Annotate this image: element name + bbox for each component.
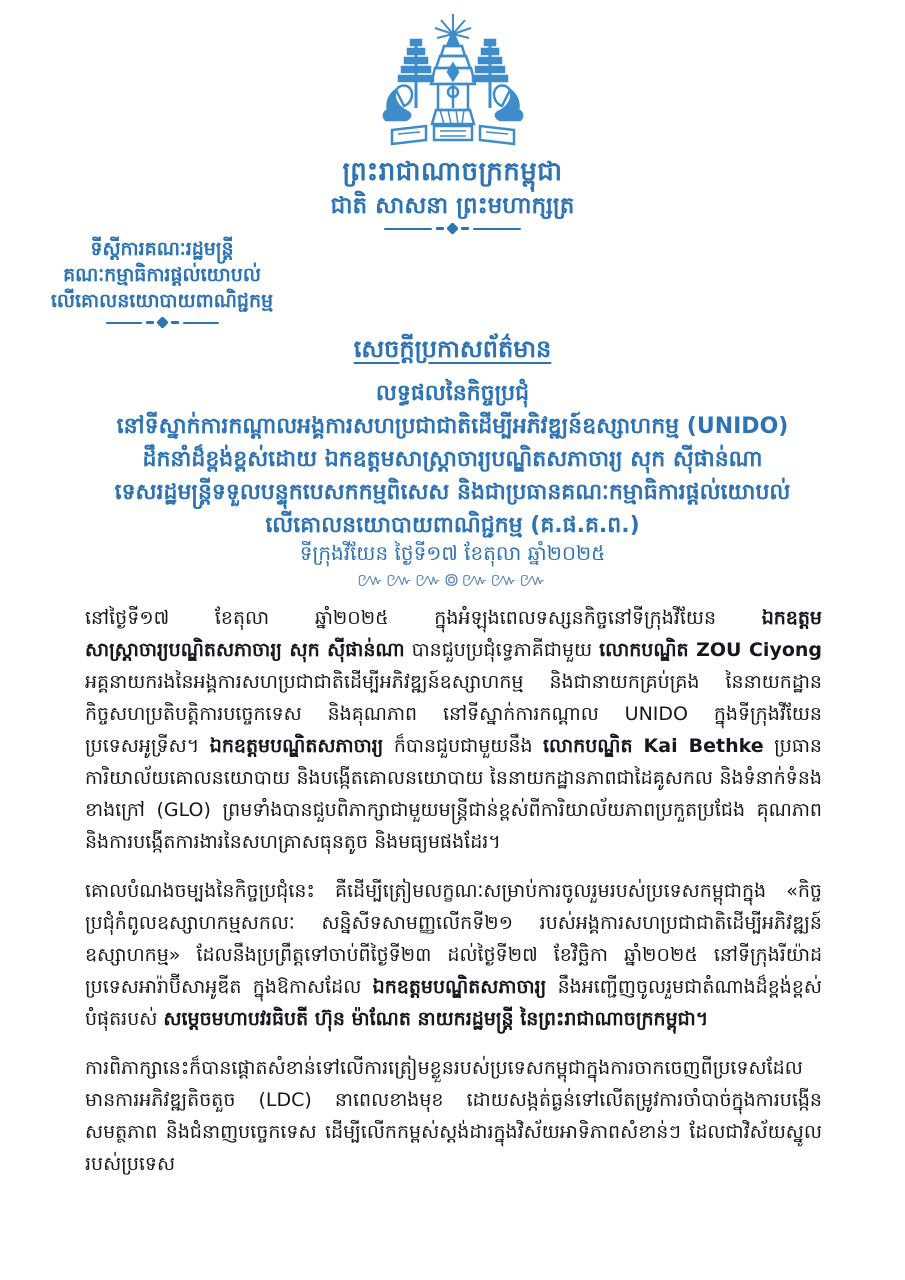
divider-line (106, 322, 142, 324)
subject-heading-block (40, 378, 865, 543)
text-run: ការពិភាក្សានេះក៏បានផ្តោតសំខាន់ទៅលើការត្រៀមខ្លួនរបស់ប្រទេសកម្ពុជាក្នុងការចាកចេញពីប្រទេសដែលមានការអភិវឌ្ឍតិចតួច (LDC) នាពេលខាងមុខ ដោយសង្កត់ធ្ងន់ទៅលើតម្រូវការចាំបាច់ក្នុងការបង្កើនសមត្ថភាព និងជំនាញបច្ចេកទេស ដើម្បីលើកកម្ពស់ស្តង់ដារក្នុងវិស័យអាទិភាពសំខាន់ៗ ដែលជាវិស័យស្នូលរបស់ប្រទេស (85, 1057, 822, 1175)
subject-heading-line: លើគោលនយោបាយពាណិជ្ជកម្ម (គ.ផ.គ.ព.) (265, 513, 640, 538)
ornamental-flourish: ៚៚៚៙៚៚៚ (356, 569, 549, 591)
royal-arms-icon (378, 12, 528, 152)
bold-text-run: ឯកឧត្តមបណ្ឌិតសភាចារ្យ (209, 735, 384, 757)
letterhead-line: ទីស្តីការគណៈរដ្ឋមន្ត្រី (90, 238, 234, 260)
subject-heading-line: លទ្ធផលនៃកិច្ចប្រជុំ (375, 381, 530, 406)
bold-text-run: លោកបណ្ឌិត ZOU Ciyong (599, 639, 823, 661)
document-title-text: សេចក្តីប្រកាសព័ត៌មាន (353, 335, 552, 363)
text-run: ក៏បានជួបជាមួយនឹង (383, 735, 543, 757)
divider-tick (461, 227, 469, 230)
letterhead-office-block (22, 236, 302, 314)
text-run: បានជួបប្រជុំទ្វេភាគីជាមួយ (404, 639, 600, 661)
divider-gem-icon (446, 222, 459, 235)
document-title (0, 334, 905, 369)
text-run: នឹងអញ្ជើញចូលរួមជាតំណាងដ៏ខ្ពង់ខ្ពស់បំផុតរបស់ (85, 976, 822, 1030)
subject-heading-line: ទេសរដ្ឋមន្ត្រីទទួលបន្ទុកបេសកកម្មពិសេស និងជាប្រធានគណៈកម្មាធិការផ្តល់យោបល់ (114, 480, 791, 505)
body-text-block (85, 602, 822, 1197)
letterhead-ornamental-divider (22, 318, 302, 327)
divider-gem-icon (156, 316, 169, 329)
national-motto: ជាតិ សាសនា ព្រះមហាក្សត្រ (330, 193, 575, 219)
divider-tick (436, 227, 444, 230)
text-run: អគ្គនាយករងនៃអង្គការសហប្រជាជាតិដើម្បីអភិវឌ្ឍន៍ឧស្សាហកម្ម និងជានាយកគ្រប់គ្រង នៃនាយកដ្ឋានកិច្ចសហប្រតិបត្តិការបច្ចេកទេស និងគុណភាព នៅទីស្នាក់ការកណ្តាល UNIDO ក្នុងទីក្រុងវីយែន ប្រទេសអូទ្រីស។ (85, 671, 822, 757)
body-paragraph (85, 1052, 822, 1180)
text-run: នៅថ្ងៃទី១៧ ខែតុលា ឆ្នាំ២០២៥ ក្នុងអំឡុងពេលទស្សនកិច្ចនៅទីក្រុងវីយែន (85, 607, 762, 629)
subject-heading-line: ដឹកនាំដ៏ខ្ពង់ខ្ពស់ដោយ ឯកឧត្តមសាស្ត្រាចារ្យបណ្ឌិតសភាចារ្យ សុក ស៊ីផាន់ណា (142, 447, 763, 472)
place-and-date-line: ទីក្រុងវីយែន ថ្ងៃទី១៧ ខែតុលា ឆ្នាំ២០២៥ (299, 541, 606, 565)
letterhead-line: គណៈកម្មាធិការផ្តល់យោបល់ (63, 264, 261, 286)
divider-line (183, 322, 219, 324)
body-paragraph (85, 875, 822, 1035)
divider-line (384, 228, 432, 230)
text-run: គោលបំណងចម្បងនៃកិច្ចប្រជុំនេះ គឺដើម្បីត្រៀមលក្ខណៈសម្រាប់ការចូលរួមរបស់ប្រទេសកម្ពុជាក្នុង «កិច្ចប្រជុំកំពូលឧស្សាហកម្មសកលៈ សន្និសីទសាមញ្ញលើកទី២១ របស់អង្គការសហប្រជាជាតិដើម្បីអភិវឌ្ឍន៍ឧស្សាហកម្ម» ដែលនឹងប្រព្រឹត្តទៅចាប់ពីថ្ងៃទី២៣ ដល់ថ្ងៃទី២៧ ខែវិច្ឆិកា ឆ្នាំ២០២៥ នៅទីក្រុងរីយ៉ាដ ប្រទេសអារ៉ាប៊ីសាអូឌីត ក្នុងឱកាសដែល (85, 880, 822, 998)
bold-text-run: ឯកឧត្តមសាស្ត្រាចារ្យបណ្ឌិតសភាចារ្យ សុក ស៊ីផាន់ណា (85, 607, 822, 661)
text-run: ប្រធានការិយាល័យគោលនយោបាយ និងបង្កើតគោលនយោបាយ នៃនាយកដ្ឋានភាពជាដៃគូសកល និងទំនាក់ទំនងខាងក្រៅ (GLO) ព្រមទាំងបានជួបពិភាក្សាជាមួយមន្ត្រីជាន់ខ្ពស់ពីការិយាល័យភាពប្រកួតប្រជែង គុណភាព និងការបង្កើតការងារនៃសហគ្រាសធុនតូច និងមធ្យមផងដែរ។ (85, 735, 822, 853)
motto-ornamental-divider (0, 224, 905, 233)
divider-tick (171, 321, 179, 324)
kingdom-name: ព្រះរាជាណាចក្រកម្ពុជា (342, 157, 563, 187)
bold-text-run: សម្តេចមហាបវរធិបតី ហ៊ុន ម៉ាណែត នាយករដ្ឋមន្ត្រី នៃព្រះរាជាណាចក្រកម្ពុជា។ (163, 1008, 709, 1030)
divider-tick (146, 321, 154, 324)
royal-arms-emblem (0, 12, 905, 152)
bold-text-run: ឯកឧត្តមបណ្ឌិតសភាចារ្យ (372, 976, 547, 998)
letterhead-line: លើគោលនយោបាយពាណិជ្ជកម្ម (50, 290, 274, 312)
bold-text-run: លោកបណ្ឌិត Kai Bethke (542, 735, 764, 757)
divider-line (473, 228, 521, 230)
body-paragraph (85, 602, 822, 858)
subject-heading-line: នៅទីស្នាក់ការកណ្តាលអង្គការសហប្រជាជាតិដើម្បីអភិវឌ្ឍន៍ឧស្សាហកម្ម (UNIDO) (116, 414, 789, 439)
